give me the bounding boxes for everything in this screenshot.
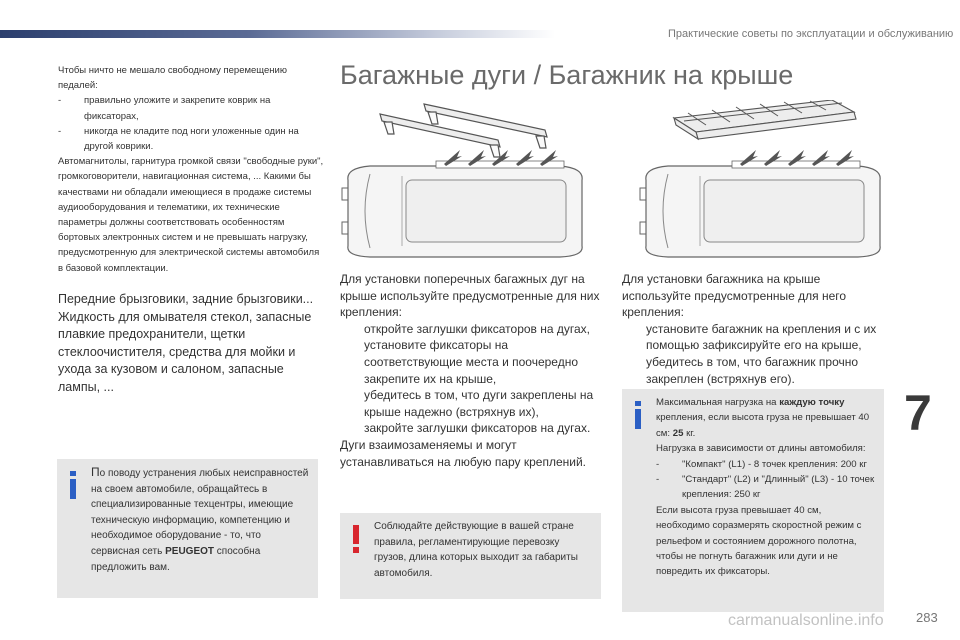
check-mark [340,321,364,338]
roof-rack-illustration [622,100,890,262]
bullet-dash: - [58,95,62,107]
info-icon [632,401,644,429]
roof-bars-instructions [340,271,608,470]
warning-icon [350,525,362,553]
header-bar [0,30,555,38]
check-mark [340,387,364,420]
step-item [622,354,892,387]
warning-text [374,519,593,581]
load-value: 25 [672,427,684,439]
roof-rack-intro: Для установки багажника на крыше используйте предусмотренные для него крепления: [622,272,847,320]
bold-text: каждую точку [779,397,845,408]
step-item [340,321,608,338]
step-text: установите фиксаторы на соответствующие места и поочередно закрепите их на крыше, [364,338,579,386]
info-icon [67,471,79,499]
warning-box [340,513,601,599]
watermark: carmanualsonline.info [728,612,884,629]
info-text-part: способна предложить вам. [91,545,261,573]
chapter-number: 7 [904,385,932,441]
roof-bars-illustration [340,100,608,262]
check-mark [340,337,364,387]
pedals-intro: Чтобы ничто не мешало свободному перемещению педалей: [58,65,287,92]
audio-paragraph: Автомагнитолы, гарнитура громкой связи "свободные руки", громкоговорители, навигационная система, ... Какими бы качествами ни обладали имеющиеся в продаже системы аудиооборудования и телематики, их технические параметры должны соответствовать особенностям бортовых электронных систем и не превышать нагрузку, предусмотренную для электрической системы автомобиля в базовой комплектации. [58,156,324,274]
step-text: установите багажник на крепления и с их помощью зафиксируйте его на крыше, [646,321,877,353]
drop-cap: П [91,465,100,479]
info-box-text [91,465,310,575]
bullet-dash: - [656,474,660,486]
step-text: закройте заглушки фиксаторов на дугах. [364,421,591,436]
step-item [340,420,608,437]
height-warning-paragraph: Если высота груза превышает 40 см, необходимо соразмерять скоростной режим с рельефом и состоянием дорожного полотна, чтобы не погнуть багажник или дуги и не повредить их фиксаторы. [656,504,862,578]
left-column-text [58,63,326,276]
check-mark [340,420,364,437]
warning-paragraph: Соблюдайте действующие в вашей стране правила, регламентирующие перевозку грузов, длина которых выходит за габариты автомобиля. [374,521,578,579]
bullet-item [58,93,326,123]
load-info-text [656,395,876,580]
step-text: убедитесь в том, что багажник прочно закреплен (встряхнув его). [646,354,859,386]
page-number: 283 [916,610,938,625]
bullet-dash: - [58,125,62,137]
max-load-paragraph [656,395,876,441]
text-part: Максимальная нагрузка на [656,397,780,408]
bullet-text: никогда не кладите под ноги уложенные один на другой коврики. [84,125,299,153]
info-box-load [622,389,884,612]
info-text-part: о поводу устранения любых неисправностей на своем автомобиле, обращайтесь в специализированные техцентры, имеющие техническую информацию, компетенцию и необходимое оборудование - то, что сервисная сеть [91,468,309,557]
roof-bars-intro: Для установки поперечных багажных дуг на крыше используйте предусмотренные для них крепления: [340,272,600,320]
check-mark [622,321,646,354]
accessories-text: Передние брызговики, задние брызговики... Жидкость для омывателя стекол, запасные плавкие предохранители, щетки стеклоочистителя, средства для мойки и ухода за кузовом и салоном, запасные лампы, ... [58,292,314,394]
page-title: Багажные дуги / Багажник на крыше [340,60,794,90]
bullet-item [58,124,326,154]
bullet-text: "Компакт" (L1) - 8 точек крепления: 200 кг [682,458,867,470]
bullet-text: "Стандарт" (L2) и "Длинный" (L3) - 10 точек крепления: 250 кг [682,474,875,501]
bullet-item [656,457,876,472]
brand-name: PEUGEOT [165,545,215,557]
section-title: Практические советы по эксплуатации и обслуживанию [668,28,954,40]
text-part: кг. [683,427,696,439]
bullet-dash: - [656,458,660,470]
step-text: убедитесь в том, что дуги закреплены на крыше надежно (встряхнув их), [364,388,594,419]
step-item [340,387,608,420]
info-box-service [57,459,318,598]
bullet-item [656,472,876,503]
check-mark [622,354,646,387]
roof-bars-outro: Дуги взаимозаменяемы и могут устанавливаться на любую пару креплений. [340,437,586,469]
bullet-text: правильно уложите и закрепите коврик на фиксаторах, [84,95,271,122]
roof-rack-instructions [622,271,892,387]
text-part: крепления, если высота груза не превышает 40 см: [656,412,870,439]
step-item [340,337,608,387]
length-load-paragraph: Нагрузка в зависимости от длины автомобиля: [656,443,866,455]
step-item [622,321,892,354]
step-text: откройте заглушки фиксаторов на дугах, [364,321,591,336]
